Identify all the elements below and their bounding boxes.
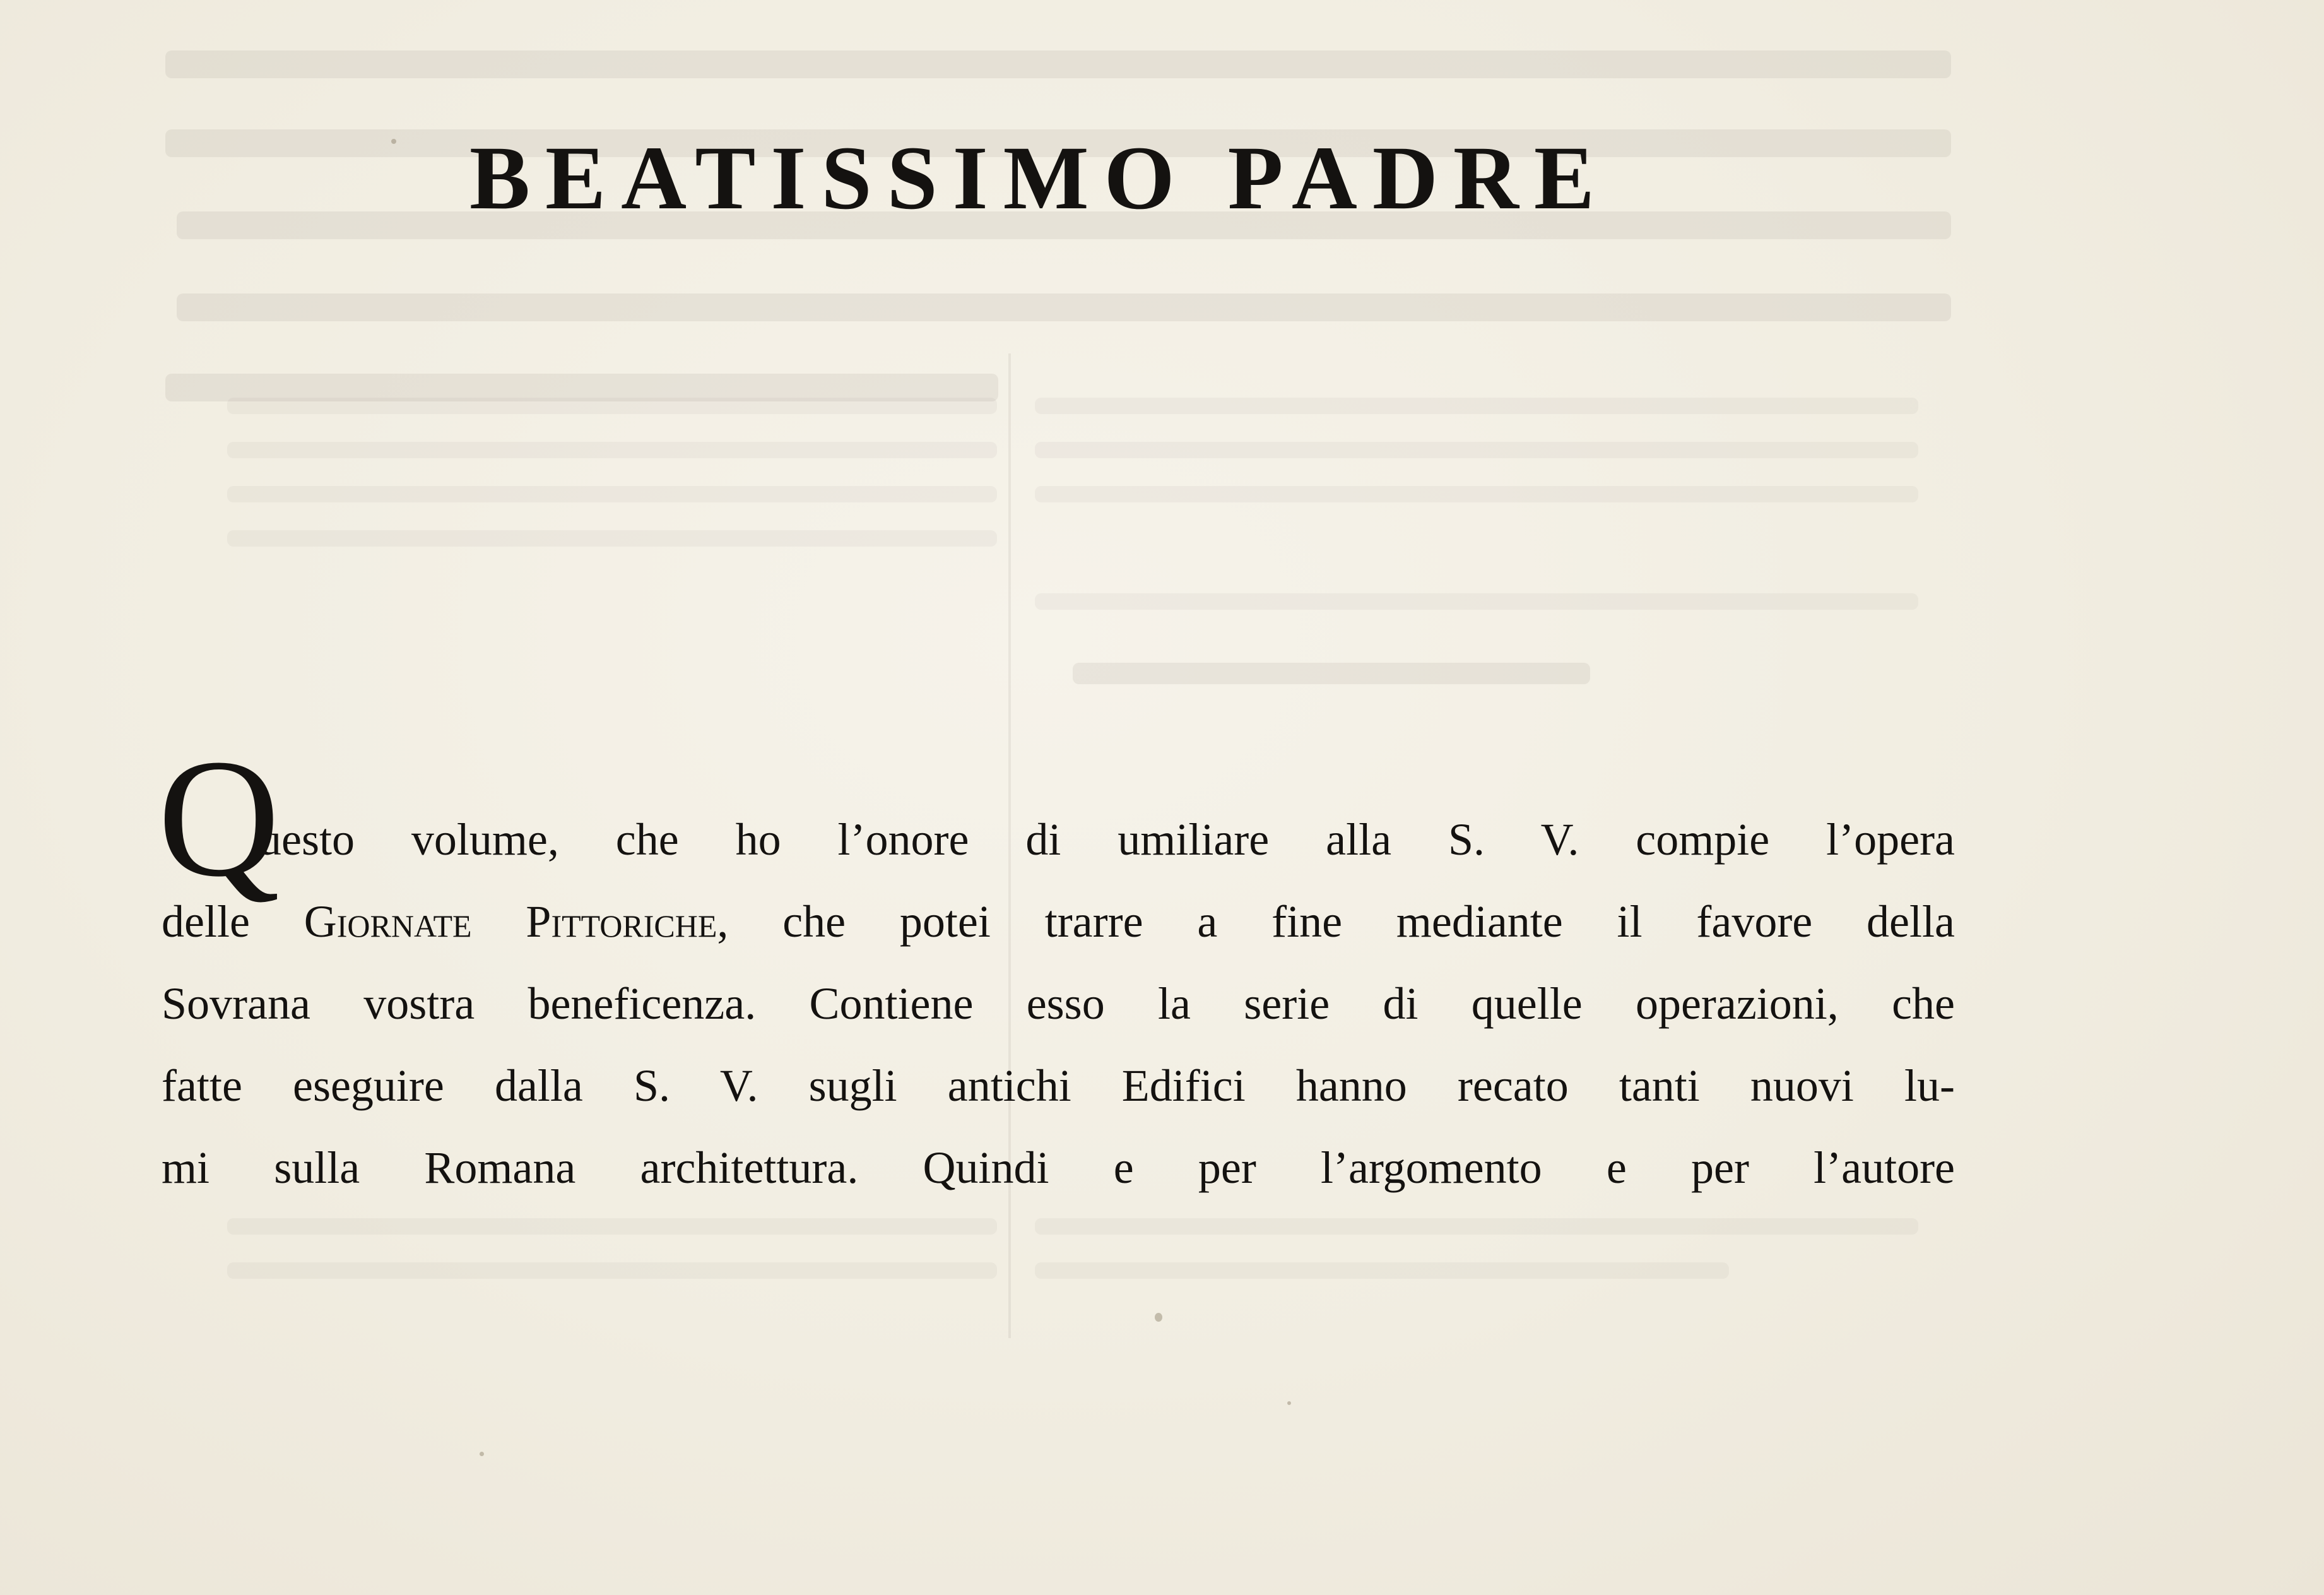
text-line-2-pre: delle [162, 896, 304, 947]
text-line-5: mi sulla Romana architettura. Quindi e per l’argomento e per l’autore [162, 1142, 1955, 1193]
text-line-2-post: , che potei trarre a fine mediante il favore della [717, 896, 1955, 947]
paper-speck [1155, 1313, 1162, 1322]
text-line-4: fatte eseguire dalla S. V. sugli antichi Edifici hanno recato tanti nuovi lu- [162, 1060, 1955, 1111]
paper-speck [480, 1452, 484, 1456]
drop-cap: Q [158, 724, 280, 911]
text-line-1: uesto volume, che ho l’onore di umiliare alla S. V. compie l’opera [259, 814, 1955, 865]
text-line-2-smallcaps: Giornate Pittoriche [304, 896, 717, 947]
paper-speck [391, 139, 396, 144]
text-line-2 [162, 884, 1955, 959]
text-line-3: Sovrana vostra beneficenza. Contiene esso la serie di quelle operazioni, che [162, 978, 1955, 1029]
page-title: BEATISSIMO PADRE [469, 128, 1610, 228]
paper-speck [1287, 1401, 1291, 1405]
